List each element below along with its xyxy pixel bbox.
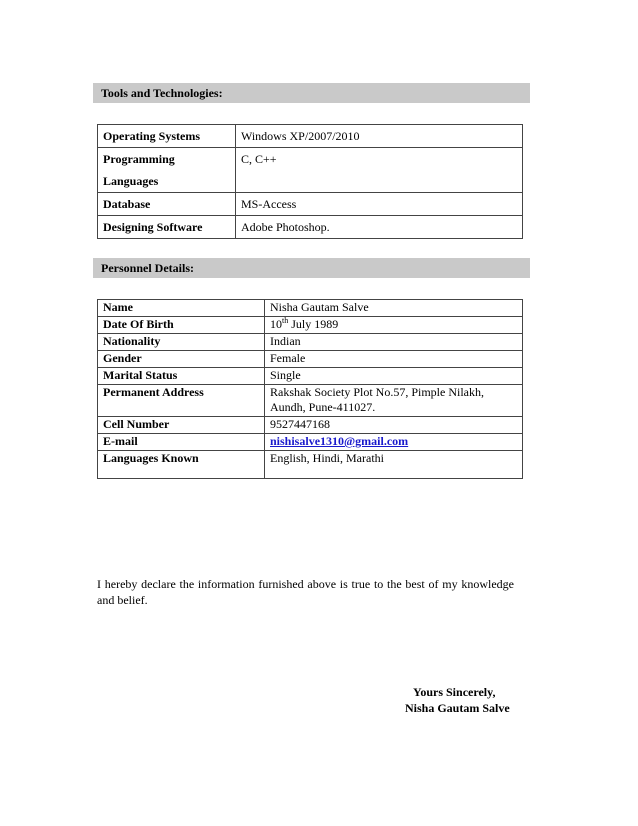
tools-value-os: Windows XP/2007/2010 [236, 125, 523, 148]
gender-value: Female [265, 351, 523, 368]
signoff [400, 684, 520, 716]
languages-label: Languages Known [98, 451, 265, 479]
personal-section-heading: Personnel Details: [93, 258, 530, 278]
table-row [98, 434, 523, 451]
tools-value-database: MS-Access [236, 193, 523, 216]
table-row [98, 125, 523, 148]
table-row [98, 451, 523, 479]
tools-label-database: Database [98, 193, 236, 216]
name-value: Nisha Gautam Salve [265, 300, 523, 317]
address-line-1: Rakshak Society Plot No.57, Pimple Nilakh, [270, 385, 484, 399]
name-label: Name [98, 300, 265, 317]
table-row [98, 216, 523, 239]
signer-name: Nisha Gautam Salve [405, 701, 510, 715]
tools-table [97, 124, 523, 239]
tools-label-os: Operating Systems [98, 125, 236, 148]
nationality-label: Nationality [98, 334, 265, 351]
email-link[interactable]: nishisalve1310@gmail.com [270, 434, 409, 448]
table-row [98, 193, 523, 216]
tools-label-languages: Programming Languages [98, 148, 236, 193]
table-row [98, 300, 523, 317]
personal-details-table [97, 299, 523, 479]
languages-value: English, Hindi, Marathi [265, 451, 523, 479]
nationality-value: Indian [265, 334, 523, 351]
cell-label: Cell Number [98, 417, 265, 434]
tools-value-design: Adobe Photoshop. [236, 216, 523, 239]
email-value [265, 434, 523, 451]
dob-value [265, 317, 523, 334]
marital-value: Single [265, 368, 523, 385]
gender-label: Gender [98, 351, 265, 368]
table-row [98, 351, 523, 368]
table-row [98, 317, 523, 334]
table-row [98, 417, 523, 434]
email-label: E-mail [98, 434, 265, 451]
dob-day: 10 [270, 317, 282, 331]
marital-label: Marital Status [98, 368, 265, 385]
declaration-text: I hereby declare the information furnished above is true to the best of my knowledge and belief. [97, 577, 514, 607]
closing-text: Yours Sincerely, [413, 685, 496, 699]
table-row [98, 148, 523, 193]
address-label: Permanent Address [98, 385, 265, 417]
table-row [98, 368, 523, 385]
tools-label-design: Designing Software [98, 216, 236, 239]
tools-section-heading: Tools and Technologies: [93, 83, 530, 103]
dob-rest: July 1989 [288, 317, 339, 331]
cell-value: 9527447168 [265, 417, 523, 434]
dob-label: Date Of Birth [98, 317, 265, 334]
dob-suffix: th [282, 316, 289, 325]
table-row [98, 385, 523, 417]
tools-value-languages: C, C++ [236, 148, 523, 193]
address-value [265, 385, 523, 417]
table-row [98, 334, 523, 351]
address-line-2: Aundh, Pune-411027. [270, 400, 376, 414]
